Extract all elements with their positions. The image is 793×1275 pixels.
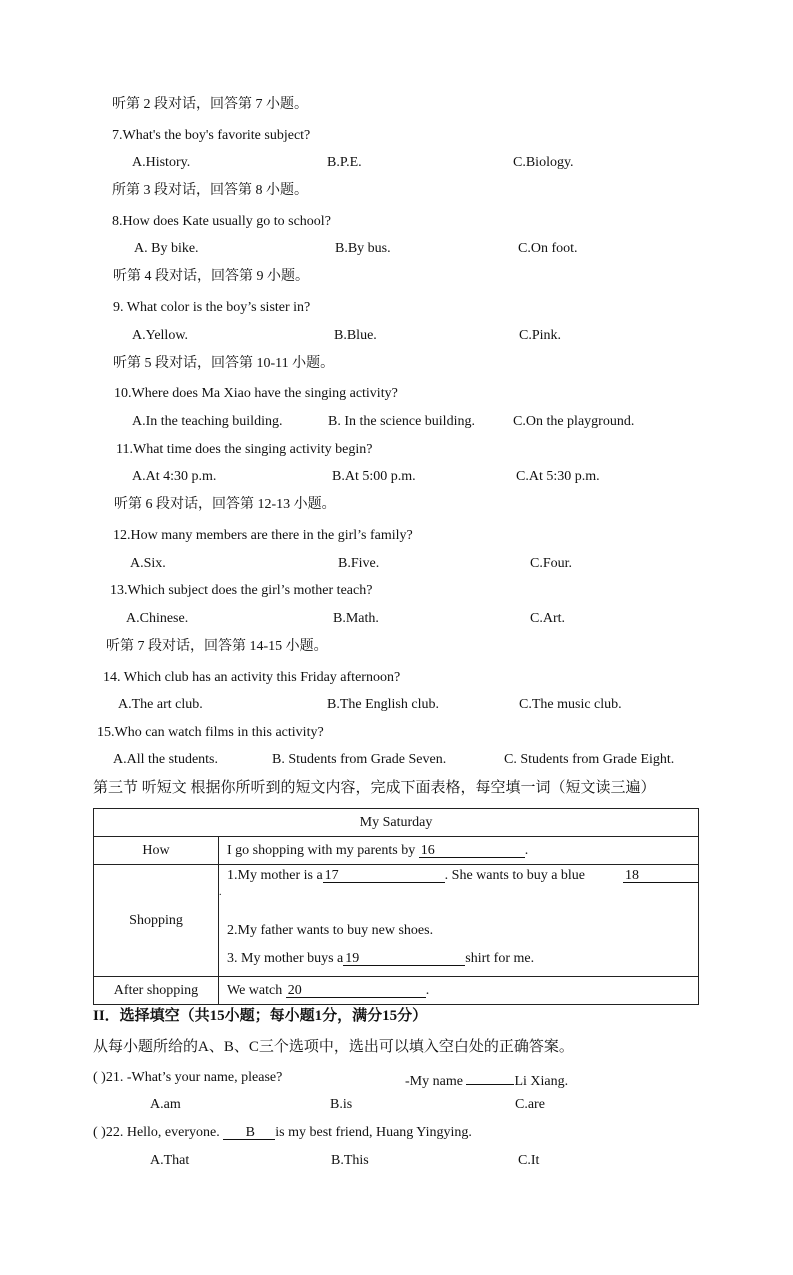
option-8a: A. By bike.: [134, 241, 199, 256]
question-14: 14. Which club has an activity this Friday afternoon?: [103, 670, 401, 685]
option-13b: B.Math.: [333, 611, 379, 626]
blank-17[interactable]: 17: [323, 868, 445, 883]
option-21a: A.am: [150, 1097, 181, 1112]
option-10c: C.On the playground.: [513, 414, 635, 429]
option-8b: B.By bus.: [335, 241, 391, 256]
option-13c: C.Art.: [530, 611, 565, 626]
dialogue-4-instruction: 听第 4 段对话，回答第 9 小题。: [113, 269, 309, 284]
shopping-line-1: 1.My mother is a 17 . She wants to buy a blue: [227, 868, 586, 883]
option-11c: C.At 5:30 p.m.: [516, 469, 600, 484]
question-12: 12.How many members are there in the girl’s family?: [113, 528, 413, 543]
option-14a: A.The art club.: [118, 697, 203, 712]
dialogue-7-instruction: 听第 7 段对话，回答第 14-15 小题。: [106, 639, 328, 654]
after-text: We watch: [227, 982, 283, 998]
blank-19[interactable]: 19: [343, 951, 465, 966]
question-9: 9. What color is the boy’s sister in?: [113, 300, 311, 315]
option-10b: B. In the science building.: [328, 414, 475, 429]
blank-18-wrap: [623, 868, 699, 884]
option-9a: A.Yellow.: [132, 328, 189, 343]
option-22c: C.It: [518, 1153, 540, 1168]
row-label-after-shopping: After shopping: [94, 977, 219, 1005]
blank-18-period: .: [219, 887, 222, 898]
row-after-content: We watch 20 .: [219, 977, 699, 1005]
row-shopping-content: [219, 865, 699, 977]
option-9c: C.Pink.: [519, 328, 562, 343]
question-21-reply-text: -My name: [405, 1074, 463, 1089]
question-21-reply-end: Li Xiang.: [514, 1074, 569, 1089]
option-8c: C.On foot.: [518, 241, 578, 256]
dialogue-3-instruction: 所第 3 段对话，回答第 8 小题。: [112, 183, 308, 198]
option-11b: B.At 5:00 p.m.: [332, 469, 416, 484]
question-21-text: 21. -What’s your name, please?: [105, 1070, 283, 1085]
shopping-line-1-mid: She wants to buy a blue: [451, 868, 586, 883]
question-10: 10.Where does Ma Xiao have the singing activity?: [114, 386, 398, 401]
shopping-line-2: 2.My father wants to buy new shoes.: [227, 923, 434, 938]
dialogue-5-instruction: 听第 5 段对话，回答第 10-11 小题。: [113, 356, 335, 371]
row-how-content: I go shopping with my parents by 16 .: [219, 837, 699, 865]
option-15a: A.All the students.: [113, 752, 218, 767]
option-11a: A.At 4:30 p.m.: [132, 469, 217, 484]
question-22: [93, 1125, 472, 1141]
blank-22[interactable]: B: [223, 1125, 275, 1140]
question-8: 8.How does Kate usually go to school?: [112, 214, 331, 229]
question-21: [93, 1070, 282, 1086]
question-11: 11.What time does the singing activity begin?: [116, 442, 373, 457]
table-title: My Saturday: [94, 809, 699, 837]
question-15: 15.Who can watch films in this activity?: [97, 725, 324, 740]
option-13a: A.Chinese.: [126, 611, 189, 626]
shopping-line-3-text: 3. My mother buys a: [227, 951, 344, 966]
row-label-how: How: [94, 837, 219, 865]
blank-16[interactable]: 16: [419, 843, 525, 858]
shopping-line-1-text: 1.My mother is a: [227, 868, 323, 883]
option-21b: B.is: [330, 1097, 353, 1112]
question-13: 13.Which subject does the girl’s mother teach?: [110, 583, 373, 598]
question-7: 7.What's the boy's favorite subject?: [112, 128, 311, 143]
shopping-line-3: [227, 951, 534, 967]
option-7a: A.History.: [132, 155, 191, 170]
answer-paren-21[interactable]: ( ): [93, 1070, 106, 1085]
row-label-shopping: Shopping: [94, 865, 219, 977]
dialogue-2-instruction: 听第 2 段对话，回答第 7 小题。: [112, 97, 308, 112]
part-2-heading: II．选择填空（共15小题；每小题1分，满分15分）: [93, 1008, 428, 1024]
answer-paren-22[interactable]: ( ): [93, 1125, 106, 1140]
blank-18[interactable]: 18: [623, 868, 699, 883]
question-21-reply: [405, 1070, 568, 1090]
dialogue-6-instruction: 听第 6 段对话，回答第 12-13 小题。: [114, 497, 336, 512]
option-12c: C.Four.: [530, 556, 573, 571]
option-22b: B.This: [331, 1153, 369, 1168]
option-12a: A.Six.: [130, 556, 166, 571]
option-22a: A.That: [150, 1153, 190, 1168]
option-12b: B.Five.: [338, 556, 380, 571]
option-15c: C. Students from Grade Eight.: [504, 752, 675, 767]
option-7b: B.P.E.: [327, 155, 362, 170]
option-14c: C.The music club.: [519, 697, 622, 712]
option-14b: B.The English club.: [327, 697, 439, 712]
blank-21[interactable]: [466, 1070, 514, 1085]
blank-20[interactable]: 20: [286, 983, 426, 998]
option-21c: C.are: [515, 1097, 545, 1112]
question-22-text: 22. Hello, everyone.: [105, 1125, 220, 1140]
part-2-instruction: 从每小题所给的A、B、C三个选项中，选出可以填入空白处的正确答案。: [93, 1039, 574, 1055]
my-saturday-table: [93, 808, 699, 1005]
how-text: I go shopping with my parents by: [227, 842, 416, 858]
shopping-line-3-end: shirt for me.: [465, 951, 535, 966]
option-15b: B. Students from Grade Seven.: [272, 752, 447, 767]
option-9b: B.Blue.: [334, 328, 377, 343]
section-3-heading: 第三节 听短文 根据你所听到的短文内容，完成下面表格，每空填一词（短文读三遍）: [93, 780, 656, 796]
option-10a: A.In the teaching building.: [132, 414, 283, 429]
question-22-rest: is my best friend, Huang Yingying.: [275, 1125, 472, 1140]
option-7c: C.Biology.: [513, 155, 574, 170]
